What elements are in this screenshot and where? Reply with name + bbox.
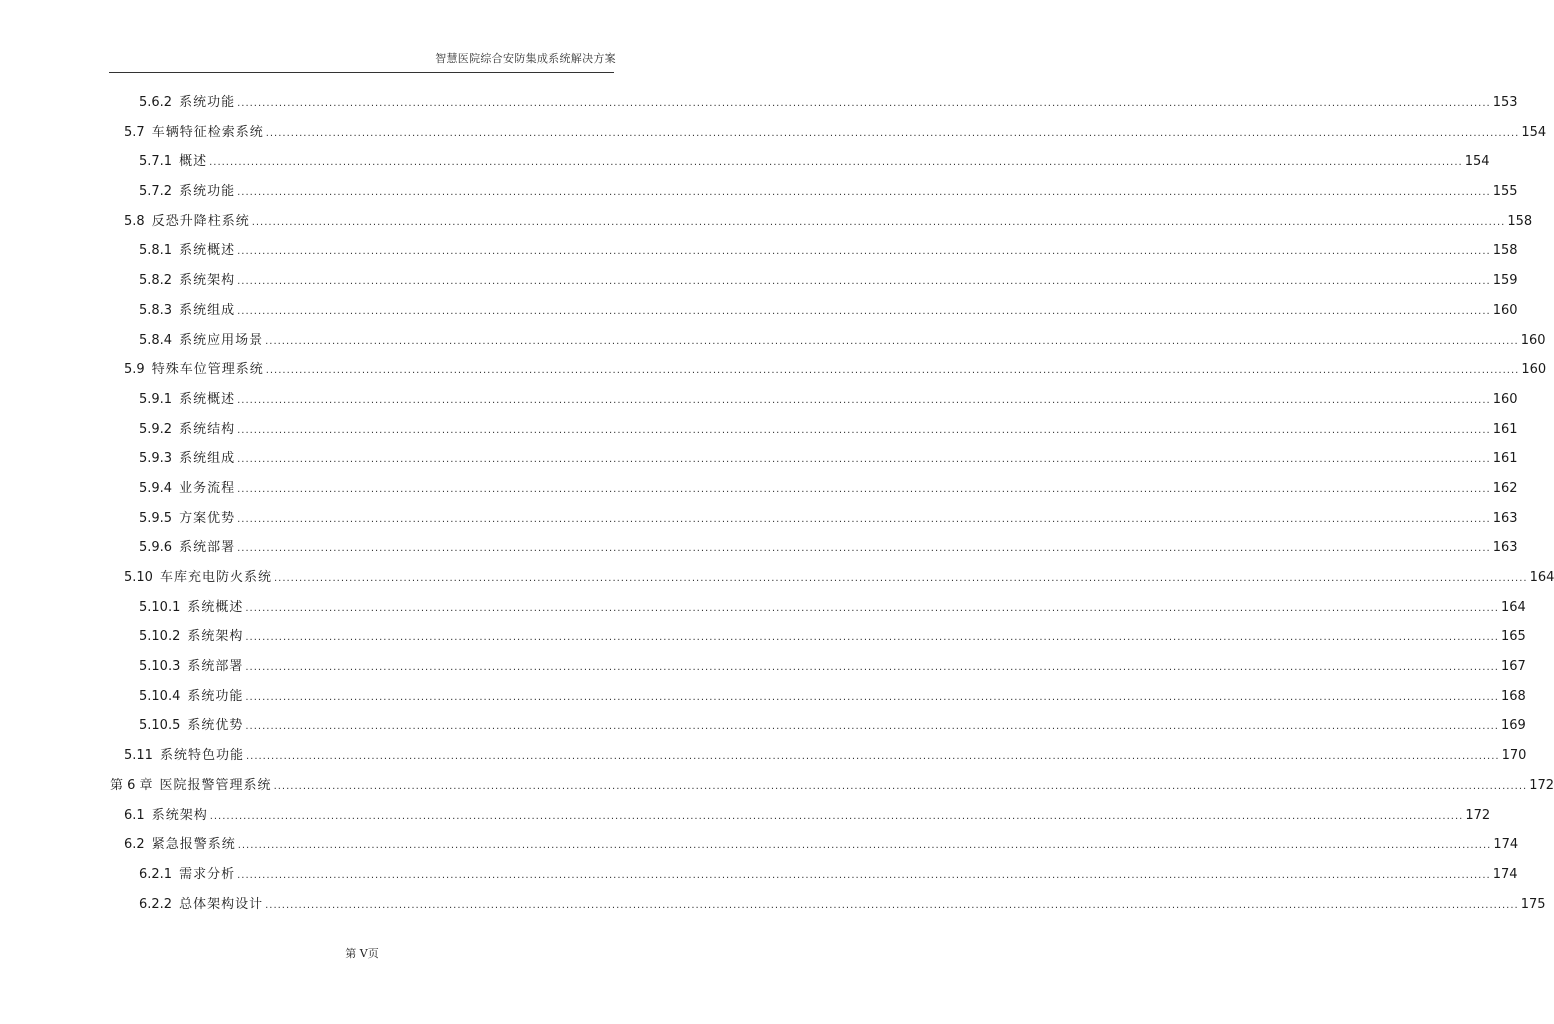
toc-entry[interactable] — [0, 385, 1518, 415]
toc-entry-page: 164 — [1501, 599, 1526, 615]
toc-entry-number: 6.2 — [124, 837, 145, 853]
toc-dot-leader: ............................................................................................................................................................................................................................................................................................................ — [237, 305, 1491, 317]
toc-entry-page: 153 — [1492, 95, 1518, 110]
toc-entry-number: 第 6 章 — [110, 777, 153, 793]
toc-entry-page: 161 — [1492, 451, 1518, 467]
running-header: 智慧医院综合安防集成系统解决方案 — [435, 52, 616, 65]
toc-dot-leader: ............................................................................................................................................................................................................................................................................................................ — [265, 899, 1519, 911]
header-divider — [109, 72, 614, 73]
toc-entry-title: 系统概述 — [179, 391, 236, 407]
toc-entry[interactable] — [0, 296, 1518, 326]
toc-entry-page: 168 — [1501, 688, 1526, 704]
toc-entry-number: 5.8 — [124, 213, 145, 229]
toc-entry-page: 154 — [1521, 124, 1547, 140]
toc-entry[interactable] — [0, 266, 1518, 296]
toc-entry-number: 5.11 — [124, 748, 153, 764]
toc-entry-number: 5.9.2 — [139, 421, 173, 437]
toc-entry-page: 160 — [1521, 362, 1547, 378]
toc-entry[interactable] — [0, 890, 1546, 920]
toc-entry-title: 系统架构 — [179, 273, 236, 289]
toc-entry[interactable] — [0, 88, 1518, 118]
toc-dot-leader: ............................................................................................................................................................................................................................................................................................................ — [273, 780, 1528, 792]
toc-entry-title: 系统特色功能 — [159, 748, 244, 764]
toc-dot-leader: ............................................................................................................................................................................................................................................................................................................ — [245, 751, 1500, 763]
toc-entry-title: 系统概述 — [187, 599, 244, 615]
toc-entry[interactable] — [0, 652, 1526, 682]
toc-entry-title: 方案优势 — [179, 510, 236, 526]
toc-entry-number: 6.2.2 — [139, 896, 173, 912]
toc-dot-leader: ............................................................................................................................................................................................................................................................................................................ — [237, 276, 1491, 288]
toc-dot-leader: ............................................................................................................................................................................................................................................................................................................ — [245, 662, 1499, 674]
toc-entry-page: 159 — [1492, 273, 1518, 289]
toc-entry[interactable] — [0, 830, 1519, 860]
toc-dot-leader: ............................................................................................................................................................................................................................................................................................................ — [237, 483, 1491, 495]
toc-entry-page: 155 — [1492, 184, 1518, 200]
toc-entry-number: 5.8.2 — [139, 273, 173, 289]
toc-entry-number: 5.10.5 — [139, 718, 181, 734]
toc-entry-title: 系统组成 — [179, 302, 236, 318]
toc-entry-title: 系统部署 — [179, 540, 236, 556]
toc-entry-number: 5.10.4 — [139, 688, 181, 704]
toc-entry-page: 175 — [1520, 896, 1546, 912]
toc-entry-number: 5.7 — [124, 124, 145, 140]
toc-entry[interactable] — [0, 326, 1546, 356]
toc-dot-leader: ............................................................................................................................................................................................................................................................................................................ — [237, 543, 1491, 555]
toc-dot-leader: ............................................................................................................................................................................................................................................................................................................ — [237, 246, 1491, 258]
toc-dot-leader: ............................................................................................................................................................................................................................................................................................................ — [245, 632, 1499, 644]
toc-entry-title: 系统架构 — [151, 807, 208, 823]
toc-entry[interactable] — [0, 622, 1526, 652]
toc-entry-page: 163 — [1492, 540, 1518, 556]
toc-entry-number: 5.9.5 — [139, 510, 173, 526]
toc-entry[interactable] — [0, 207, 1533, 237]
toc-entry[interactable] — [0, 860, 1518, 890]
toc-entry-page: 162 — [1492, 480, 1518, 496]
toc-entry-page: 160 — [1520, 332, 1546, 348]
toc-entry-title: 总体架构设计 — [179, 896, 264, 912]
toc-entry-title: 车库充电防火系统 — [159, 570, 272, 585]
toc-entry-title: 紧急报警系统 — [151, 837, 236, 853]
toc-entry-title: 医院报警管理系统 — [159, 777, 272, 793]
toc-entry[interactable] — [0, 147, 1490, 177]
toc-dot-leader: ............................................................................................................................................................................................................................................................................................................ — [237, 98, 1491, 109]
toc-entry-title: 系统功能 — [179, 95, 236, 110]
toc-entry-page: 154 — [1464, 154, 1490, 170]
toc-dot-leader: ............................................................................................................................................................................................................................................................................................................ — [265, 127, 1520, 139]
toc-dot-leader: ............................................................................................................................................................................................................................................................................................................ — [245, 691, 1499, 703]
toc-dot-leader: ............................................................................................................................................................................................................................................................................................................ — [251, 216, 1506, 228]
toc-dot-leader: ............................................................................................................................................................................................................................................................................................................ — [237, 869, 1491, 881]
toc-entry[interactable] — [0, 415, 1518, 445]
toc-dot-leader: ............................................................................................................................................................................................................................................................................................................ — [273, 573, 1528, 584]
toc-entry[interactable] — [0, 504, 1518, 534]
toc-entry-number: 5.10 — [124, 570, 153, 585]
toc-entry-title: 系统部署 — [187, 659, 244, 675]
toc-entry-title: 概述 — [179, 154, 208, 170]
toc-entry-title: 系统应用场景 — [179, 332, 264, 348]
toc-entry-title: 需求分析 — [179, 866, 236, 882]
toc-entry-page: 161 — [1492, 421, 1518, 437]
toc-entry-title: 系统架构 — [187, 629, 244, 645]
toc-entry-number: 5.8.3 — [139, 302, 173, 318]
toc-entry[interactable] — [0, 444, 1518, 474]
toc-entry[interactable] — [0, 177, 1518, 207]
toc-entry-number: 5.9.6 — [139, 540, 173, 556]
toc-entry[interactable] — [0, 533, 1518, 563]
toc-entry-title: 特殊车位管理系统 — [151, 362, 264, 378]
toc-entry-page: 172 — [1529, 777, 1554, 793]
toc-dot-leader: ............................................................................................................................................................................................................................................................................................................ — [265, 365, 1520, 377]
toc-entry-page: 167 — [1501, 659, 1526, 675]
toc-entry[interactable] — [0, 355, 1547, 385]
toc-dot-leader: ............................................................................................................................................................................................................................................................................................................ — [265, 335, 1519, 347]
toc-entry-page: 169 — [1501, 718, 1526, 734]
toc-dot-leader: ............................................................................................................................................................................................................................................................................................................ — [237, 513, 1491, 525]
toc-entry-page: 160 — [1492, 302, 1518, 318]
toc-dot-leader: ............................................................................................................................................................................................................................................................................................................ — [237, 840, 1492, 852]
toc-entry-title: 系统功能 — [187, 688, 244, 704]
toc-entry[interactable] — [0, 801, 1491, 831]
toc-entry-number: 6.1 — [124, 807, 145, 823]
toc-entry-title: 系统组成 — [179, 451, 236, 467]
toc-entry-title: 系统功能 — [179, 184, 236, 200]
toc-entry-number: 5.10.2 — [139, 629, 181, 645]
toc-entry-page: 165 — [1501, 629, 1526, 645]
toc-entry[interactable] — [0, 236, 1518, 266]
toc-entry-title: 系统概述 — [179, 243, 236, 259]
toc-entry-number: 5.9.4 — [139, 480, 173, 496]
toc-entry-page: 170 — [1501, 748, 1527, 764]
toc-entry[interactable] — [0, 474, 1518, 504]
toc-entry-number: 6.2.1 — [139, 866, 173, 882]
toc-entry-number: 5.9.3 — [139, 451, 173, 467]
toc-entry-title: 业务流程 — [179, 480, 236, 496]
toc-entry-number: 5.9.1 — [139, 391, 173, 407]
toc-entry[interactable] — [0, 118, 1547, 148]
toc-dot-leader: ............................................................................................................................................................................................................................................................................................................ — [237, 424, 1491, 436]
toc-entry-page: 172 — [1465, 807, 1491, 823]
toc-entry-number: 5.8.1 — [139, 243, 173, 259]
toc-entry[interactable] — [0, 771, 1554, 801]
toc-entry[interactable] — [0, 593, 1526, 623]
toc-entry-page: 174 — [1493, 837, 1519, 853]
toc-dot-leader: ............................................................................................................................................................................................................................................................................................................ — [209, 810, 1464, 822]
toc-dot-leader: ............................................................................................................................................................................................................................................................................................................ — [245, 602, 1499, 614]
toc-entry-page: 160 — [1492, 391, 1518, 407]
toc-entry-number: 5.7.1 — [139, 154, 173, 170]
toc-dot-leader: ............................................................................................................................................................................................................................................................................................................ — [237, 394, 1491, 406]
toc-entry-number: 5.10.3 — [139, 659, 181, 675]
toc-entry-number: 5.7.2 — [139, 184, 173, 200]
toc-dot-leader: ............................................................................................................................................................................................................................................................................................................ — [237, 187, 1491, 199]
toc-entry[interactable] — [0, 563, 1554, 593]
toc-entry[interactable] — [0, 741, 1527, 771]
toc-entry-title: 系统优势 — [187, 718, 244, 734]
toc-entry-number: 5.10.1 — [139, 599, 181, 615]
toc-entry-title: 反恐升降柱系统 — [151, 213, 250, 229]
toc-entry-number: 5.6.2 — [139, 95, 173, 110]
toc-entry[interactable] — [0, 682, 1526, 712]
toc-entry-number: 5.9 — [124, 362, 145, 378]
toc-dot-leader: ............................................................................................................................................................................................................................................................................................................ — [237, 454, 1491, 466]
page-number-footer: 第 V页 — [345, 947, 379, 960]
table-of-contents — [0, 88, 1554, 919]
toc-entry-page: 158 — [1492, 243, 1518, 259]
toc-entry-page: 174 — [1492, 866, 1518, 882]
toc-entry-title: 系统结构 — [179, 421, 236, 437]
toc-entry-number: 5.8.4 — [139, 332, 173, 348]
toc-entry[interactable] — [0, 711, 1526, 741]
toc-dot-leader: ............................................................................................................................................................................................................................................................................................................ — [245, 721, 1499, 733]
toc-entry-page: 163 — [1492, 510, 1518, 526]
toc-entry-page: 158 — [1507, 213, 1533, 229]
toc-dot-leader: ............................................................................................................................................................................................................................................................................................................ — [209, 157, 1463, 169]
toc-entry-title: 车辆特征检索系统 — [151, 124, 264, 140]
toc-entry-page: 164 — [1529, 570, 1554, 585]
